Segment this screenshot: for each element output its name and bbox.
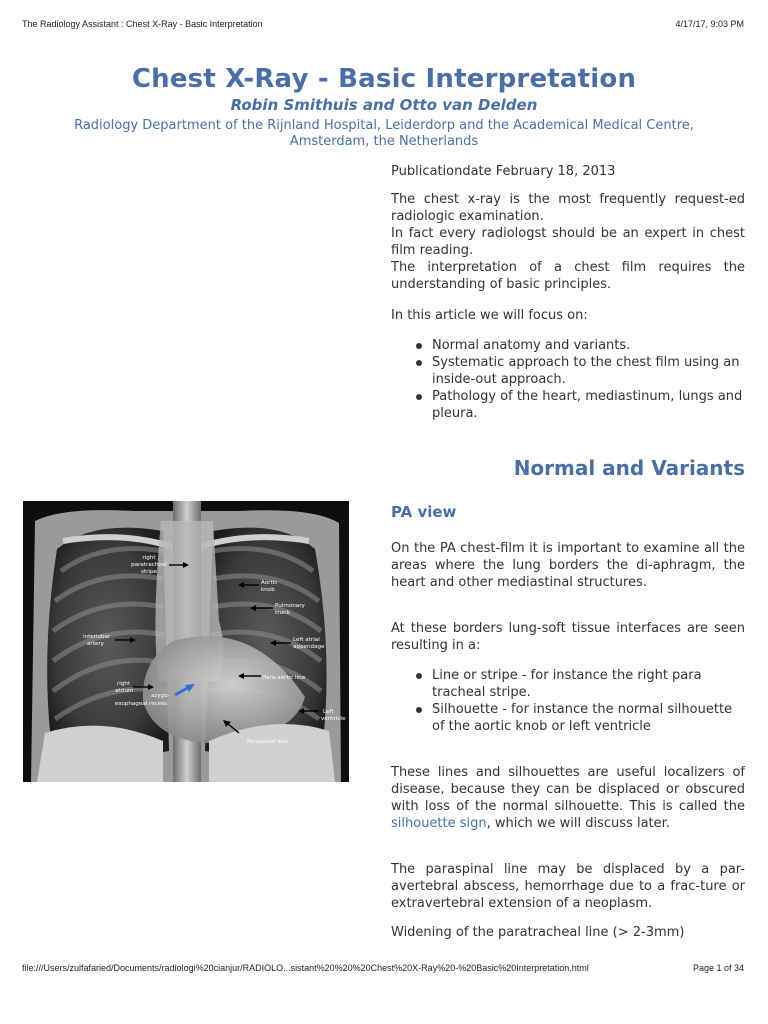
label-pulmonary-trunk-2: trunk — [275, 610, 290, 616]
label-azygo-2: esophageal recess — [115, 701, 168, 707]
label-right-atrium: right — [117, 681, 131, 687]
article-authors: Robin Smithuis and Otto van Delden — [230, 96, 538, 114]
list-item: Systematic approach to the chest film using an inside-out approach. — [391, 354, 745, 388]
interface-list — [391, 667, 745, 735]
label-left-ventricle-2: ventricle — [321, 716, 346, 722]
label-azygo: azygo- — [151, 693, 170, 699]
p3-text-before: These lines and silhouettes are useful localizers of disease, because they can be displaced or obscured with loss of the normal silhouette. This is called the — [391, 765, 745, 814]
intro-paragraph — [391, 191, 745, 293]
section-heading: Normal and Variants — [513, 456, 745, 480]
label-para-aortic: Para-aortic line — [263, 675, 306, 681]
label-interlobar-artery-2: artery — [87, 641, 104, 647]
label-right-paratracheal-2: paratracheal — [131, 562, 167, 568]
subsection-heading: PA view — [391, 503, 457, 521]
silhouette-sign-link[interactable]: silhouette sign — [391, 816, 487, 831]
pa-paragraph-3 — [391, 764, 745, 832]
label-right-atrium-2: atrium — [115, 688, 134, 694]
label-paraspinal: Paraspinal line — [247, 739, 288, 745]
label-aortic-knob-2: knob — [261, 587, 275, 593]
chest-xray-drawing — [23, 501, 349, 782]
list-item: Normal anatomy and variants. — [391, 337, 745, 354]
pa-paragraph-4: The paraspinal line may be displaced by a par-avertebral abscess, hemorrhage due to a frac-ture or extravertebral extension of a neoplasm. — [391, 862, 745, 911]
article-title: Chest X-Ray - Basic Interpretation — [131, 64, 637, 94]
pa-paragraph-5: Widening of the paratracheal line (> 2-3mm) — [391, 925, 685, 940]
label-right-paratracheal: right — [142, 555, 156, 561]
pa-paragraph-1: On the PA chest-film it is important to examine all the areas where the lung borders the di-aphragm, the heart and other mediastinal structures. — [391, 541, 745, 590]
print-footer — [22, 963, 744, 975]
print-header — [22, 19, 744, 31]
affiliation-line-2: Amsterdam, the Netherlands — [289, 134, 479, 149]
label-aortic-knob: Aortic — [261, 580, 278, 586]
focus-list — [391, 337, 745, 422]
p3-text-after: , which we will discuss later. — [486, 816, 670, 831]
list-item: Line or stripe - for instance the right para tracheal stripe. — [391, 667, 745, 701]
intro-line-2: In fact every radiologst should be an expert in chest film reading. — [391, 226, 745, 258]
print-datetime: 4/17/17, 9:03 PM — [675, 19, 744, 29]
intro-line-3: The interpretation of a chest film requires the understanding of basic principles. — [391, 260, 745, 292]
label-interlobar-artery: interlobar — [83, 634, 111, 640]
print-page-number: Page 1 of 34 — [692, 963, 744, 973]
label-left-ventricle: Left — [323, 709, 334, 715]
publication-date: Publicationdate February 18, 2013 — [391, 164, 616, 179]
label-pulmonary-trunk: Pulmonary — [275, 603, 305, 609]
list-item: Pathology of the heart, mediastinum, lungs and pleura. — [391, 388, 745, 422]
focus-intro: In this article we will focus on: — [391, 308, 588, 323]
affiliation-line-1: Radiology Department of the Rijnland Hospital, Leiderdorp and the Academical Medical Centre, — [74, 118, 694, 133]
label-left-atrial: Left atrial — [293, 637, 320, 643]
print-page-title: The Radiology Assistant : Chest X-Ray - Basic Interpretation — [22, 19, 263, 29]
print-url: file:///Users/zulfafaried/Documents/radiologi%20cianjur/RADIOLO...sistant%20%20%20Chest%20X-Ray%20-%20Basic%20Interpretation.html — [22, 963, 589, 973]
chest-xray-image — [23, 501, 349, 782]
list-item: Silhouette - for instance the normal silhouette of the aortic knob or left ventricle — [391, 701, 745, 735]
label-right-paratracheal-3: stripe — [141, 569, 157, 575]
pa-paragraph-2: At these borders lung-soft tissue interfaces are seen resulting in a: — [391, 621, 745, 653]
label-left-atrial-2: appendage — [293, 644, 325, 650]
article-affiliation — [20, 118, 748, 150]
intro-line-1: The chest x-ray is the most frequently request-ed radiologic examination. — [391, 192, 745, 224]
